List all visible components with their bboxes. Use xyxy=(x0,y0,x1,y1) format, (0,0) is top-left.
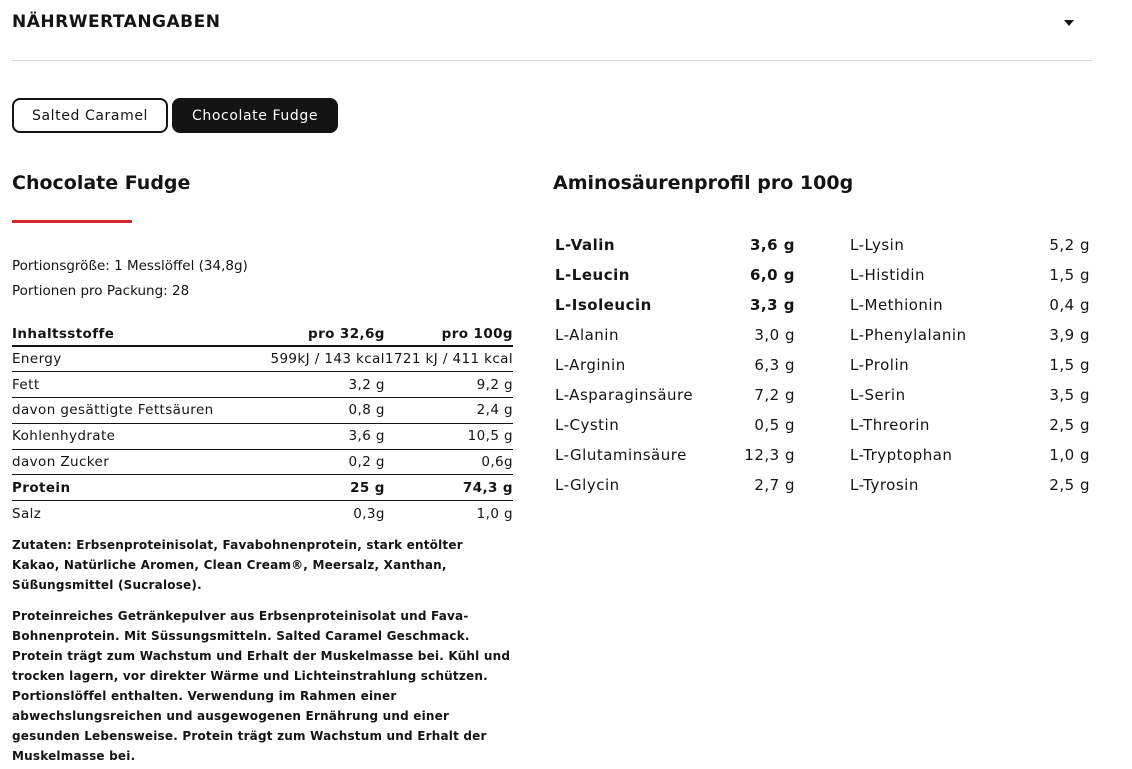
amino-row xyxy=(555,294,795,324)
value-per-portion: 3,6 g xyxy=(259,423,384,449)
table-row xyxy=(12,423,513,449)
value-per-100g: 1,0 g xyxy=(476,505,513,522)
amino-value: 12,3 g xyxy=(744,446,795,464)
amino-name: L-Methionin xyxy=(850,296,944,314)
amino-row xyxy=(850,234,1090,264)
amino-value: 2,7 g xyxy=(754,476,795,494)
table-row xyxy=(12,449,513,475)
section-title: NÄHRWERTANGABEN xyxy=(12,12,221,32)
nutrient-name: davon gesättigte Fettsäuren xyxy=(12,398,259,424)
amino-row xyxy=(850,384,1090,414)
amino-name: L-Asparaginsäure xyxy=(555,386,694,404)
amino-name: L-Threorin xyxy=(850,416,930,434)
nutrition-table xyxy=(12,322,513,527)
portion-info xyxy=(12,254,513,304)
nutrient-name: Energy xyxy=(12,346,259,372)
flavor-tabs xyxy=(12,98,338,133)
value-per-100g: 2,4 g xyxy=(385,398,513,424)
product-title: Chocolate Fudge xyxy=(12,172,191,194)
amino-name: L-Glycin xyxy=(555,476,620,494)
amino-value: 3,9 g xyxy=(1049,326,1090,344)
value-per-100g: 9,2 g xyxy=(385,372,513,398)
amino-column-left xyxy=(555,234,795,504)
value-per-100g: 1721 kJ / 411 kcal xyxy=(385,346,513,372)
amino-value: 5,2 g xyxy=(1049,236,1090,254)
amino-row xyxy=(850,294,1090,324)
amino-value: 1,0 g xyxy=(1049,446,1090,464)
amino-row xyxy=(555,354,795,384)
amino-value: 1,5 g xyxy=(1049,266,1090,284)
amino-value: 2,5 g xyxy=(1049,476,1090,494)
table-header xyxy=(12,322,513,346)
amino-value: 2,5 g xyxy=(1049,416,1090,434)
nutrient-name: Salz xyxy=(12,505,42,522)
ingredients-text: Zutaten: Erbsenproteinisolat, Favabohnenprotein, stark entölter Kakao, Natürliche Aromen, Clean Cream®, Meersalz, Xanthan, Süßungsmittel (Sucralose). xyxy=(12,537,463,592)
amino-row xyxy=(555,234,795,264)
amino-value: 3,5 g xyxy=(1049,386,1090,404)
value-per-portion: 3,2 g xyxy=(259,372,384,398)
amino-row xyxy=(850,324,1090,354)
header-per-portion: pro 32,6g xyxy=(259,322,384,346)
header-per-100g: pro 100g xyxy=(385,322,513,346)
amino-row xyxy=(555,384,795,414)
amino-name: L-Histidin xyxy=(850,266,926,284)
amino-row xyxy=(555,414,795,444)
value-per-100g: 10,5 g xyxy=(385,423,513,449)
amino-value: 0,4 g xyxy=(1049,296,1090,314)
amino-name: L-Cystin xyxy=(555,416,620,434)
amino-value: 3,6 g xyxy=(749,236,795,254)
product-description: Proteinreiches Getränkepulver aus Erbsenproteinisolat und Fava-Bohnenprotein. Mit Süssungsmitteln. Salted Caramel Geschmack. Protein trägt zum Wachstum und Erhalt der Muskelmasse bei. Kühl und trocken lagern, vor direkter Wärme und Lichteinstrahlung schützen. Portionslöffel enthalten. Verwendung im Rahmen einer abwechslungsreichen und ausgewogenen Ernährung und einer gesunden Lebensweise. Protein trägt zum Wachstum und Erhalt der Muskelmasse bei. xyxy=(12,608,511,763)
amino-row xyxy=(850,414,1090,444)
nutrient-name: Fett xyxy=(12,372,259,398)
amino-name: L-Tyrosin xyxy=(850,476,919,494)
amino-name: L-Lysin xyxy=(850,236,905,254)
amino-row xyxy=(850,354,1090,384)
amino-title: Aminosäurenprofil pro 100g xyxy=(553,172,854,194)
amino-value: 3,0 g xyxy=(754,326,795,344)
amino-row xyxy=(555,444,795,474)
table-row xyxy=(12,398,513,424)
table-row xyxy=(12,475,513,501)
flavor-tab-salted-caramel[interactable]: Salted Caramel xyxy=(12,98,168,133)
nutrition-panel xyxy=(12,172,513,766)
caret-down-icon[interactable] xyxy=(1064,20,1074,26)
amino-row xyxy=(555,324,795,354)
value-per-100g: 74,3 g xyxy=(385,475,513,501)
amino-row xyxy=(850,444,1090,474)
amino-name: L-Alanin xyxy=(555,326,619,344)
value-per-portion: 0,8 g xyxy=(259,398,384,424)
amino-name: L-Glutaminsäure xyxy=(555,446,687,464)
section-header[interactable] xyxy=(12,12,1092,42)
amino-row xyxy=(850,264,1090,294)
amino-name: L-Tryptophan xyxy=(850,446,953,464)
divider xyxy=(12,60,1092,61)
nutrient-name: davon Zucker xyxy=(12,449,259,475)
amino-row xyxy=(555,264,795,294)
header-ingredients: Inhaltsstoffe xyxy=(12,322,259,346)
amino-value: 6,3 g xyxy=(754,356,795,374)
amino-row xyxy=(555,474,795,504)
amino-value: 7,2 g xyxy=(754,386,795,404)
amino-panel xyxy=(553,172,1093,494)
table-row xyxy=(12,372,513,398)
accent-bar xyxy=(12,220,132,223)
amino-grid xyxy=(555,234,1092,504)
table-row xyxy=(12,501,513,527)
value-per-portion: 0,2 g xyxy=(259,449,384,475)
amino-value: 0,5 g xyxy=(754,416,795,434)
amino-value: 3,3 g xyxy=(749,296,795,314)
table-row xyxy=(12,346,513,372)
flavor-tab-chocolate-fudge[interactable]: Chocolate Fudge xyxy=(172,98,338,133)
amino-name: L-Serin xyxy=(850,386,906,404)
value-per-portion: 25 g xyxy=(259,475,384,501)
amino-column-right xyxy=(850,234,1090,504)
amino-row xyxy=(850,474,1090,504)
amino-value: 6,0 g xyxy=(749,266,795,284)
nutrient-name: Protein xyxy=(12,475,259,501)
amino-name: L-Phenylalanin xyxy=(850,326,967,344)
value-per-portion: 0,3g xyxy=(353,505,385,522)
amino-value: 1,5 g xyxy=(1049,356,1090,374)
nutrient-name: Kohlenhydrate xyxy=(12,423,259,449)
amino-name: L-Prolin xyxy=(850,356,910,374)
value-per-100g: 0,6g xyxy=(385,449,513,475)
amino-name: L-Valin xyxy=(555,236,616,254)
amino-name: L-Leucin xyxy=(555,266,630,284)
value-per-portion: 599kJ / 143 kcal xyxy=(259,346,384,372)
portions-per-pack: Portionen pro Packung: 28 xyxy=(12,283,190,299)
amino-name: L-Arginin xyxy=(555,356,626,374)
amino-name: L-Isoleucin xyxy=(555,296,652,314)
portion-size: Portionsgröße: 1 Messlöffel (34,8g) xyxy=(12,258,248,274)
